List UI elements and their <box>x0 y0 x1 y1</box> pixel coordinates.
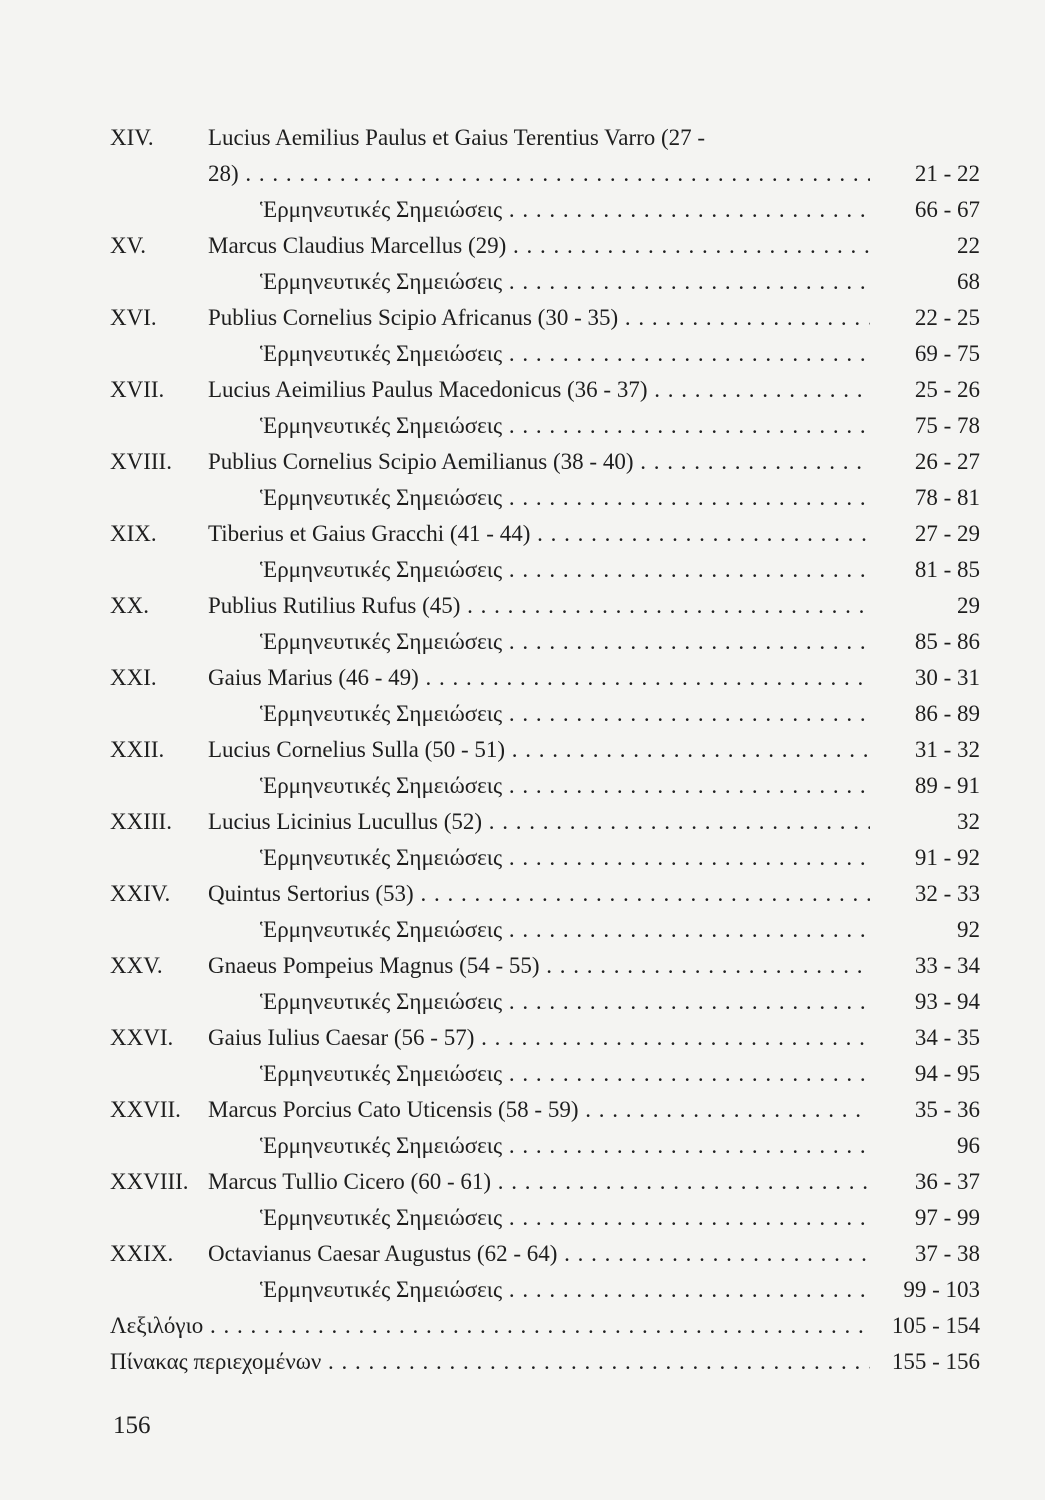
entry-title: Marcus Porcius Cato Uticensis (58 - 59) . . . <box>208 1092 870 1128</box>
toc-entry <box>110 516 980 552</box>
entry-pages: 85 - 86 <box>914 629 980 654</box>
entry-title: Lucius Cornelius Sulla (50 - 51) . . . <box>208 732 870 768</box>
entry-number: XX. <box>110 593 149 618</box>
toc-entry <box>110 156 980 192</box>
entry-pages: 27 - 29 <box>914 521 980 546</box>
entry-number: XXI. <box>110 665 157 690</box>
entry-pages: 68 <box>957 269 980 294</box>
entry-title: Lucius Aemilius Paulus et Gaius Terentius Varro (27 - <box>208 125 706 150</box>
entry-number: XXIV. <box>110 881 171 906</box>
notes-title: Ἑρμηνευτικές Σημειώσεις . . . <box>260 192 870 228</box>
entry-pages: 29 <box>957 593 980 618</box>
toc-notes-entry <box>110 840 980 876</box>
entry-title: Publius Rutilius Rufus (45) . . . <box>208 588 870 624</box>
entry-pages: 32 - 33 <box>914 881 980 906</box>
entry-pages: 37 - 38 <box>914 1241 980 1266</box>
toc-contents-entry <box>110 1344 980 1380</box>
toc-entry <box>110 660 980 696</box>
entry-pages: 81 - 85 <box>914 557 980 582</box>
entry-pages: 78 - 81 <box>914 485 980 510</box>
toc-vocabulary-entry <box>110 1308 980 1344</box>
notes-title: Ἑρμηνευτικές Σημειώσεις . . . <box>260 408 870 444</box>
entry-pages: 33 - 34 <box>914 953 980 978</box>
entry-title: Lucius Licinius Lucullus (52) . . . <box>208 804 870 840</box>
entry-number: XVIII. <box>110 449 172 474</box>
entry-title: Marcus Tullio Cicero (60 - 61) . . . <box>208 1164 870 1200</box>
entry-pages: 94 - 95 <box>914 1061 980 1086</box>
notes-title: Ἑρμηνευτικές Σημειώσεις . . . <box>260 1128 870 1164</box>
toc-notes-entry <box>110 336 980 372</box>
entry-number: XVI. <box>110 305 157 330</box>
toc-entry <box>110 300 980 336</box>
entry-pages: 99 - 103 <box>903 1277 980 1302</box>
entry-pages: 91 - 92 <box>914 845 980 870</box>
notes-title: Ἑρμηνευτικές Σημειώσεις . . . <box>260 768 870 804</box>
entry-title: Gaius Iulius Caesar (56 - 57) . . . <box>208 1020 870 1056</box>
entry-title: 28) . . . <box>208 156 870 192</box>
notes-title: Ἑρμηνευτικές Σημειώσεις . . . <box>260 624 870 660</box>
toc-entry <box>110 876 980 912</box>
entry-pages: 69 - 75 <box>914 341 980 366</box>
toc-entry <box>110 120 980 156</box>
notes-title: Ἑρμηνευτικές Σημειώσεις . . . <box>260 840 870 876</box>
toc-notes-entry <box>110 1200 980 1236</box>
table-of-contents <box>110 120 980 1380</box>
toc-notes-entry <box>110 480 980 516</box>
entry-pages: 31 - 32 <box>914 737 980 762</box>
entry-title: Publius Cornelius Scipio Africanus (30 - 35) . . . <box>208 300 870 336</box>
entry-pages: 97 - 99 <box>914 1205 980 1230</box>
entry-number: XXVII. <box>110 1097 181 1122</box>
notes-title: Ἑρμηνευτικές Σημειώσεις . . . <box>260 480 870 516</box>
toc-entry <box>110 732 980 768</box>
entry-pages: 89 - 91 <box>914 773 980 798</box>
entry-pages: 66 - 67 <box>914 197 980 222</box>
entry-pages: 155 - 156 <box>891 1349 980 1374</box>
entry-number: XV. <box>110 233 147 258</box>
toc-notes-entry <box>110 984 980 1020</box>
toc-notes-entry <box>110 1056 980 1092</box>
entry-title: Gaius Marius (46 - 49) . . . <box>208 660 870 696</box>
entry-number: XXVI. <box>110 1025 174 1050</box>
toc-entry <box>110 372 980 408</box>
toc-notes-entry <box>110 1128 980 1164</box>
entry-pages: 35 - 36 <box>914 1097 980 1122</box>
toc-notes-entry <box>110 912 980 948</box>
entry-pages: 92 <box>957 917 980 942</box>
entry-number: XIV. <box>110 125 154 150</box>
entry-title: Lucius Aeimilius Paulus Macedonicus (36 - 37) . . . <box>208 372 870 408</box>
entry-pages: 26 - 27 <box>914 449 980 474</box>
entry-title: Octavianus Caesar Augustus (62 - 64) . . . <box>208 1236 870 1272</box>
toc-entry <box>110 1020 980 1056</box>
entry-number: XVII. <box>110 377 165 402</box>
notes-title: Ἑρμηνευτικές Σημειώσεις . . . <box>260 336 870 372</box>
entry-pages: 105 - 154 <box>891 1313 980 1338</box>
page-number: 156 <box>113 1412 151 1439</box>
notes-title: Ἑρμηνευτικές Σημειώσεις . . . <box>260 264 870 300</box>
entry-pages: 25 - 26 <box>914 377 980 402</box>
toc-notes-entry <box>110 696 980 732</box>
toc-entry <box>110 804 980 840</box>
toc-notes-entry <box>110 264 980 300</box>
notes-title: Ἑρμηνευτικές Σημειώσεις . . . <box>260 552 870 588</box>
entry-title: Quintus Sertorius (53) . . . <box>208 876 870 912</box>
toc-entry <box>110 948 980 984</box>
entry-number: XXVIII. <box>110 1169 189 1194</box>
toc-entry <box>110 1236 980 1272</box>
toc-notes-entry <box>110 192 980 228</box>
contents-title: Πίνακας περιεχομένων . . . <box>110 1344 870 1380</box>
entry-number: XIX. <box>110 521 157 546</box>
notes-title: Ἑρμηνευτικές Σημειώσεις . . . <box>260 1056 870 1092</box>
toc-entry <box>110 588 980 624</box>
entry-pages: 34 - 35 <box>914 1025 980 1050</box>
toc-notes-entry <box>110 768 980 804</box>
entry-pages: 22 <box>957 233 980 258</box>
entry-number: XXII. <box>110 737 165 762</box>
toc-notes-entry <box>110 408 980 444</box>
entry-pages: 32 <box>957 809 980 834</box>
entry-pages: 36 - 37 <box>914 1169 980 1194</box>
entry-pages: 21 - 22 <box>914 161 980 186</box>
toc-notes-entry <box>110 552 980 588</box>
toc-entry <box>110 1164 980 1200</box>
notes-title: Ἑρμηνευτικές Σημειώσεις . . . <box>260 696 870 732</box>
entry-title: Gnaeus Pompeius Magnus (54 - 55) . . . <box>208 948 870 984</box>
toc-notes-entry <box>110 1272 980 1308</box>
notes-title: Ἑρμηνευτικές Σημειώσεις . . . <box>260 1272 870 1308</box>
entry-title: Marcus Claudius Marcellus (29) . . . <box>208 228 870 264</box>
notes-title: Ἑρμηνευτικές Σημειώσεις . . . <box>260 1200 870 1236</box>
entry-pages: 96 <box>957 1133 980 1158</box>
entry-pages: 75 - 78 <box>914 413 980 438</box>
toc-entry <box>110 228 980 264</box>
entry-pages: 30 - 31 <box>914 665 980 690</box>
notes-title: Ἑρμηνευτικές Σημειώσεις . . . <box>260 912 870 948</box>
entry-number: XXIII. <box>110 809 172 834</box>
notes-title: Ἑρμηνευτικές Σημειώσεις . . . <box>260 984 870 1020</box>
toc-entry <box>110 444 980 480</box>
vocabulary-title: Λεξιλόγιο . . . <box>110 1308 870 1344</box>
entry-title: Publius Cornelius Scipio Aemilianus (38 - 40) . . . <box>208 444 870 480</box>
entry-title: Tiberius et Gaius Gracchi (41 - 44) . . . <box>208 516 870 552</box>
entry-number: XXIX. <box>110 1241 174 1266</box>
entry-pages: 22 - 25 <box>914 305 980 330</box>
entry-pages: 93 - 94 <box>914 989 980 1014</box>
toc-notes-entry <box>110 624 980 660</box>
entry-pages: 86 - 89 <box>914 701 980 726</box>
entry-number: XXV. <box>110 953 163 978</box>
toc-entry <box>110 1092 980 1128</box>
